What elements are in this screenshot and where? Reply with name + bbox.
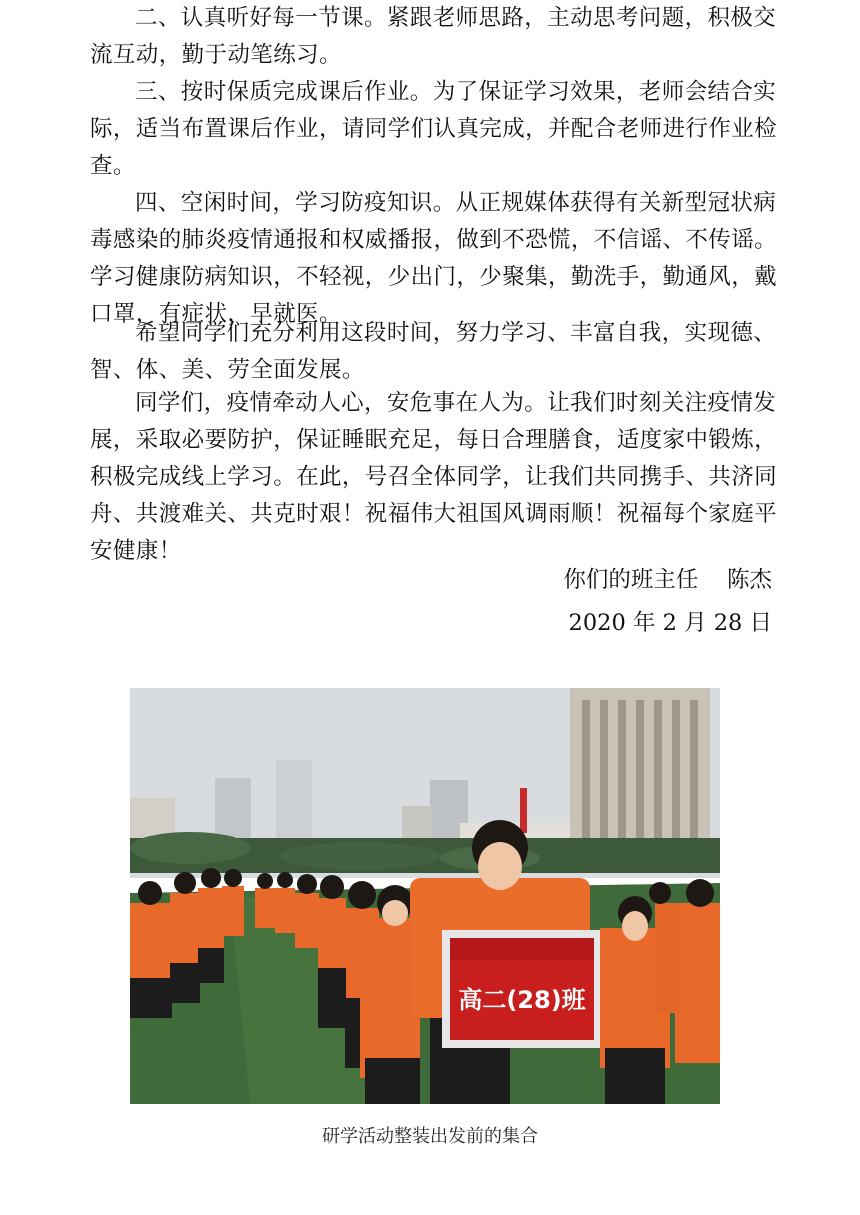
paragraph-closing: 同学们，疫情牵动人心，安危事在人为。让我们时刻关注疫情发展，采取必要防护，保证睡眠充足，每日合理膳食，适度家中锻炼，积极完成线上学习。在此，号召全体同学，让我们共同携手、共济同舟、共渡难关、共克时艰！祝福伟大祖国风调雨顺！祝福每个家庭平安健康！	[90, 390, 778, 564]
paragraph-point-four: 四、空闲时间，学习防疫知识。从正规媒体获得有关新型冠状病毒感染的肺炎疫情通报和权威播报，做到不恐慌，不信谣、不传谣。学习健康防病知识，不轻视，少出门，少聚集，勤洗手，勤通风，戴口罩，有症状，早就医。	[90, 190, 778, 327]
class-assembly-photo	[130, 688, 720, 1104]
paragraph-hope: 希望同学们充分利用这段时间，努力学习、丰富自我，实现德、智、体、美、劳全面发展。	[90, 320, 777, 383]
photo-caption: 研学活动整装出发前的集合	[322, 1126, 538, 1147]
paragraph-point-three: 三、按时保质完成课后作业。为了保证学习效果，老师会结合实际，适当布置课后作业，请同学们认真完成，并配合老师进行作业检查。	[90, 79, 778, 179]
class-sign-label: 高二(28)班	[458, 986, 586, 1014]
letter-date: 2020 年 2 月 28 日	[568, 610, 772, 636]
paragraph-point-two: 二、认真听好每一节课。紧跟老师思路，主动思考问题，积极交流互动，勤于动笔练习。	[90, 5, 777, 68]
signature: 你们的班主任 陈杰	[563, 567, 772, 593]
